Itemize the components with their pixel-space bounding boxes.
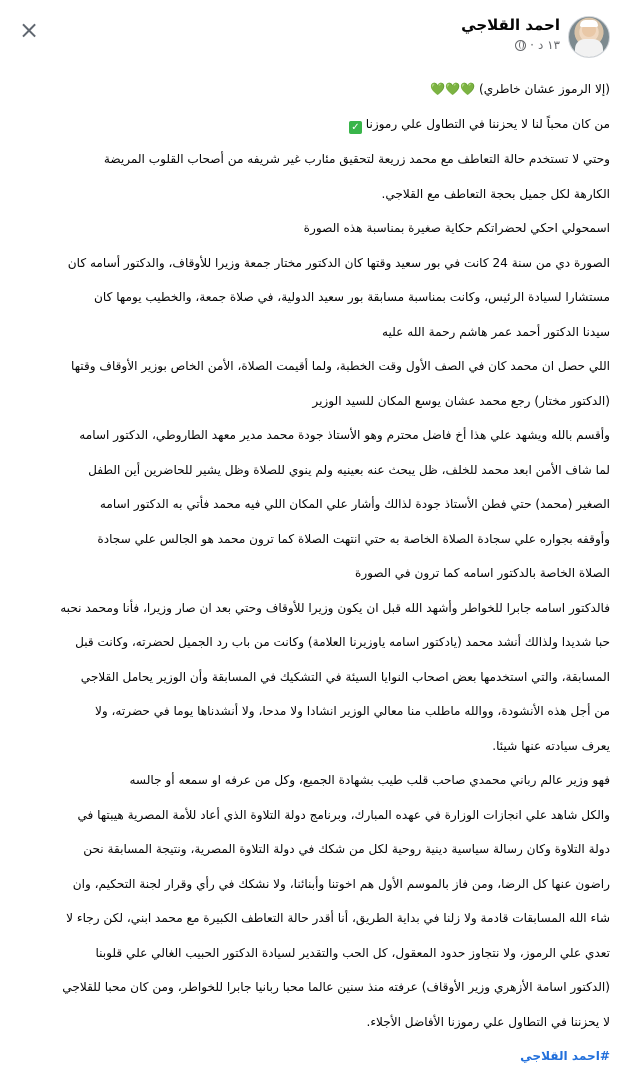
green-hearts-emoji: 💚💚💚 (429, 82, 476, 97)
post-meta: ١٣ د · (515, 38, 560, 52)
text-line: فالدكتور اسامه جابرا للخواطر وأشهد الله قبل ان يكون وزيرا للأوقاف وحتي بعد ان صار وزيرا، فأنا ومحمد نحبه (60, 600, 610, 615)
text-line: الكارهة لكل جميل بحجة التعاطف مع القلاجي. (381, 186, 610, 201)
text-line: راضون عنها كل الرضا، ومن فاز بالموسم الأول هم اخوتنا وأبنائنا، ولا نشكك في رأي وقرار لجنة التحكيم، وان (72, 876, 610, 891)
text-line: (الدكتور اسامة الأزهري وزير الأوقاف) عرفته منذ سنين عالما محبا ربانيا جابرا للخواطر، ومن كان محبا للقلاجي (62, 980, 610, 994)
text-line: اللي حصل ان محمد كان في الصف الأول وقت الخطبة، ولما أقيمت الصلاة، الأمن الخاص بوزير الأوقاف وقتها (71, 359, 610, 373)
text-line: لما شاف الأمن ابعد محمد للخلف، ظل يبحث عنه بعينيه ولم ينوي للصلاة وظل يشير للحاضرين أين الطفل (88, 462, 610, 477)
text-line: الصغير (محمد) حتي فطن الأستاذ جودة لذالك وأشار علي المكان اللي فيه محمد فأتي به الدكتور اسامه (99, 497, 610, 511)
text-line: من أجل هذه الأنشودة، ووالله ماطلب منا معالي الوزير انشادا ولا مدحا، ولا أنشدناها يوما في حضرته، ولا (94, 704, 610, 718)
close-icon[interactable]: × (18, 16, 40, 44)
author-name[interactable]: احمد القلاجي (461, 16, 560, 34)
post-header (12, 14, 610, 58)
text-line: يعرف سيادته عنها شيئا. (492, 738, 610, 753)
hashtag-link[interactable]: #احمد القلاجي (520, 1049, 610, 1063)
text-line: من كان محباً لنا لا يحزننا في التطاول علي رموزنا ✓ (14, 116, 610, 134)
text-line: وحتي لا تستخدم حالة التعاطف مع محمد زريعة لتحقيق مئارب غير شريفه من أصحاب القلوب المريضة (103, 152, 610, 166)
text-line: شاء الله المسابقات قادمة ولا زلنا في بداية الطريق، أنا أقدر حالة التعاطف الكبيرة مع محمد ابني، لكن رجاء لا (66, 911, 610, 925)
text-line: حبا شديدا ولذالك أنشد محمد (يادكتور اسامه ياوزيرنا العلامة) وكانت من باب رد الجميل لحضرته، وكانت قبل (75, 635, 610, 649)
text-line: لا يحزننا في التطاول علي رموزنا الأفاضل الأجلاء. (366, 1014, 610, 1029)
text-line: تعدي علي الرموز، ولا نتجاوز حدود المعقول، كل الحب والتقدير لسيادة الدكتور الحبيب الغالي علي قلوبنا (95, 945, 610, 960)
post-text (14, 64, 610, 1083)
text-line: الصورة دي من سنة 24 كانت في بور سعيد وقتها كان الدكتور مختار جمعة وزيرا للأوقاف، والدكتور أسامه كان (67, 255, 610, 270)
globe-icon (515, 40, 526, 51)
text-line: وأوقفه بجواره علي سجادة الصلاة الخاصة به حتي انتهت الصلاة كما ترون محمد هو الجالس علي سجادة (97, 531, 610, 546)
text-line: (إلا الرموز عشان خاطري) 💚💚💚 (429, 82, 610, 97)
text-line: مستشارا لسيادة الرئيس، وكانت بمناسبة مسابقة بور سعيد الدولية، في صلاة جمعة، والخطيب يومها كان (94, 290, 610, 304)
text-line: الصلاة الخاصة بالدكتور اسامه كما ترون في الصورة (354, 566, 610, 580)
text-line: المسابقة، والتي استخدمها بعض اصحاب النوايا السيئة في التشكيك في المسابقة وأن الوزير يحامل القلاجي (80, 669, 610, 684)
text-line: سيدنا الدكتور أحمد عمر هاشم رحمة الله عليه (382, 324, 610, 339)
text-line: وأقسم بالله ويشهد علي هذا أخ فاضل محترم وهو الأستاذ جودة محمد مدير معهد الطاروطي، الدكتور اسامه (79, 428, 610, 442)
text-line: دولة التلاوة وكان رسالة سياسية دينية روحية لكل من شكك في دولة التلاوة المصرية، ونتيجة المسابقة نحن (83, 842, 610, 856)
text-line: (الدكتور مختار) رجع محمد عشان يوسع المكان للسيد الوزير (312, 393, 610, 408)
text-line: والكل شاهد علي انجازات الوزارة في عهده المبارك، وبرنامج دولة التلاوة الذي أعاد للأمة المصرية هيبتها في (77, 807, 610, 822)
author-avatar[interactable] (568, 16, 610, 58)
check-mark-icon: ✓ (349, 121, 362, 134)
text-line: اسمحولي احكي لحضراتكم حكاية صغيرة بمناسبة هذه الصورة (303, 221, 610, 235)
post-time[interactable]: ١٣ د (537, 38, 560, 52)
text-line: فهو وزير عالم رباني محمدي صاحب قلب طيب بشهادة الجميع، وكل من عرفه او سمعه أو جالسه (129, 773, 610, 787)
